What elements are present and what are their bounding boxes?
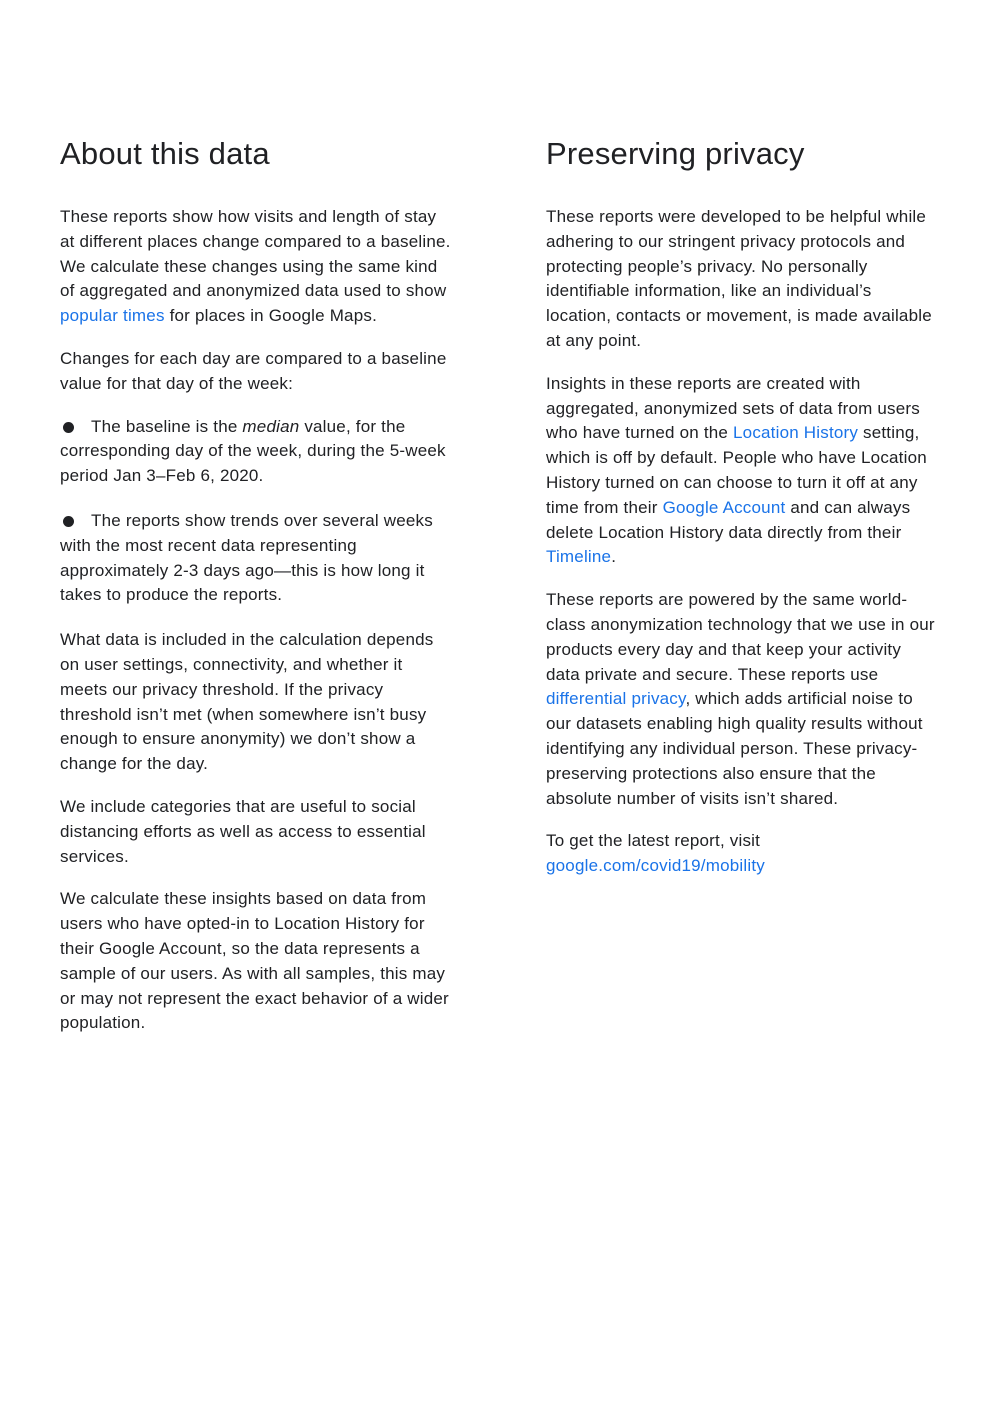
about-paragraph-2: Changes for each day are compared to a baseline value for that day of the week: [60, 348, 447, 393]
about-p1-text: These reports show how visits and length of stay at different places change compared to a baseline. We calculate these changes using the same kind of aggregated and anonymized data used to show [60, 207, 451, 301]
about-paragraph-4: We include categories that are useful to social distancing efforts as well as access to essential services. [60, 796, 426, 866]
privacy-p2-text-3: and can always delete Location History data directly from their [546, 497, 911, 542]
privacy-p3-text: These reports are powered by the same world-class anonymization technology that we use in our products every day and that keep your activity data private and secure. These reports use [546, 590, 935, 684]
about-paragraph-3: What data is included in the calculation depends on user settings, connectivity, and whether it meets our privacy threshold. If the privacy threshold isn’t met (when somewhere isn’t busy enough to ensure anonymity) we don’t show a change for the day. [60, 630, 434, 774]
bullet2-text: The reports show trends over several weeks with the most recent data representing approximately 2-3 days ago—this is how long it takes to produce the reports. [60, 510, 433, 605]
privacy-paragraph-3 [546, 588, 938, 811]
bullet-dot-icon [63, 422, 74, 433]
about-this-data-section [60, 134, 452, 1054]
bullet1-text-end: value, for the corresponding day of the week, during the 5-week period Jan 3–Feb 6, 2020. [60, 416, 446, 486]
differential-privacy-link[interactable]: differential privacy [546, 689, 686, 709]
location-history-link[interactable]: Location History [733, 423, 859, 443]
timeline-link[interactable]: Timeline [546, 547, 612, 567]
median-emphasis: median [242, 416, 300, 436]
preserving-privacy-section [546, 134, 938, 897]
trends-bullet [60, 509, 452, 608]
bullet1-text: The baseline is the [91, 416, 243, 436]
about-paragraph-5: We calculate these insights based on data from users who have opted-in to Location History for their Google Account, so the data represents a sample of our users. As with all samples, this may or may not represent the exact behavior of a wider population. [60, 889, 449, 1033]
privacy-p4-text: To get the latest report, visit [546, 831, 761, 851]
privacy-heading: Preserving privacy [546, 136, 805, 171]
baseline-bullet [60, 415, 452, 489]
privacy-paragraph-2 [546, 372, 938, 570]
about-p1-text-end: for places in Google Maps. [164, 306, 377, 326]
privacy-p2-text: Insights in these reports are created with aggregated, anonymized sets of data from users who have turned on the [546, 373, 920, 443]
about-heading: About this data [60, 136, 270, 171]
privacy-p2-text-2: setting, which is off by default. People who have Location History turned on can choose to turn it off at any time from their [546, 423, 927, 517]
privacy-p2-text-4: . [611, 547, 617, 567]
privacy-paragraph-1: These reports were developed to be helpful while adhering to our stringent privacy protocols and protecting people’s privacy. No personally identifiable information, like an individual’s location, contacts or movement, is made available at any point. [546, 207, 932, 350]
google-account-link[interactable]: Google Account [662, 497, 786, 517]
privacy-p3-text-end: , which adds artificial noise to our datasets enabling high quality results without identifying any individual person. These privacy-preserving protections also ensure that the absolute number of visits isn’t shared. [546, 689, 923, 808]
about-paragraph-1 [60, 205, 452, 329]
mobility-report-link[interactable]: google.com/covid19/mobility [546, 856, 765, 876]
privacy-paragraph-4 [546, 829, 938, 879]
bullet-dot-icon [63, 516, 74, 527]
popular-times-link[interactable]: popular times [60, 306, 165, 326]
